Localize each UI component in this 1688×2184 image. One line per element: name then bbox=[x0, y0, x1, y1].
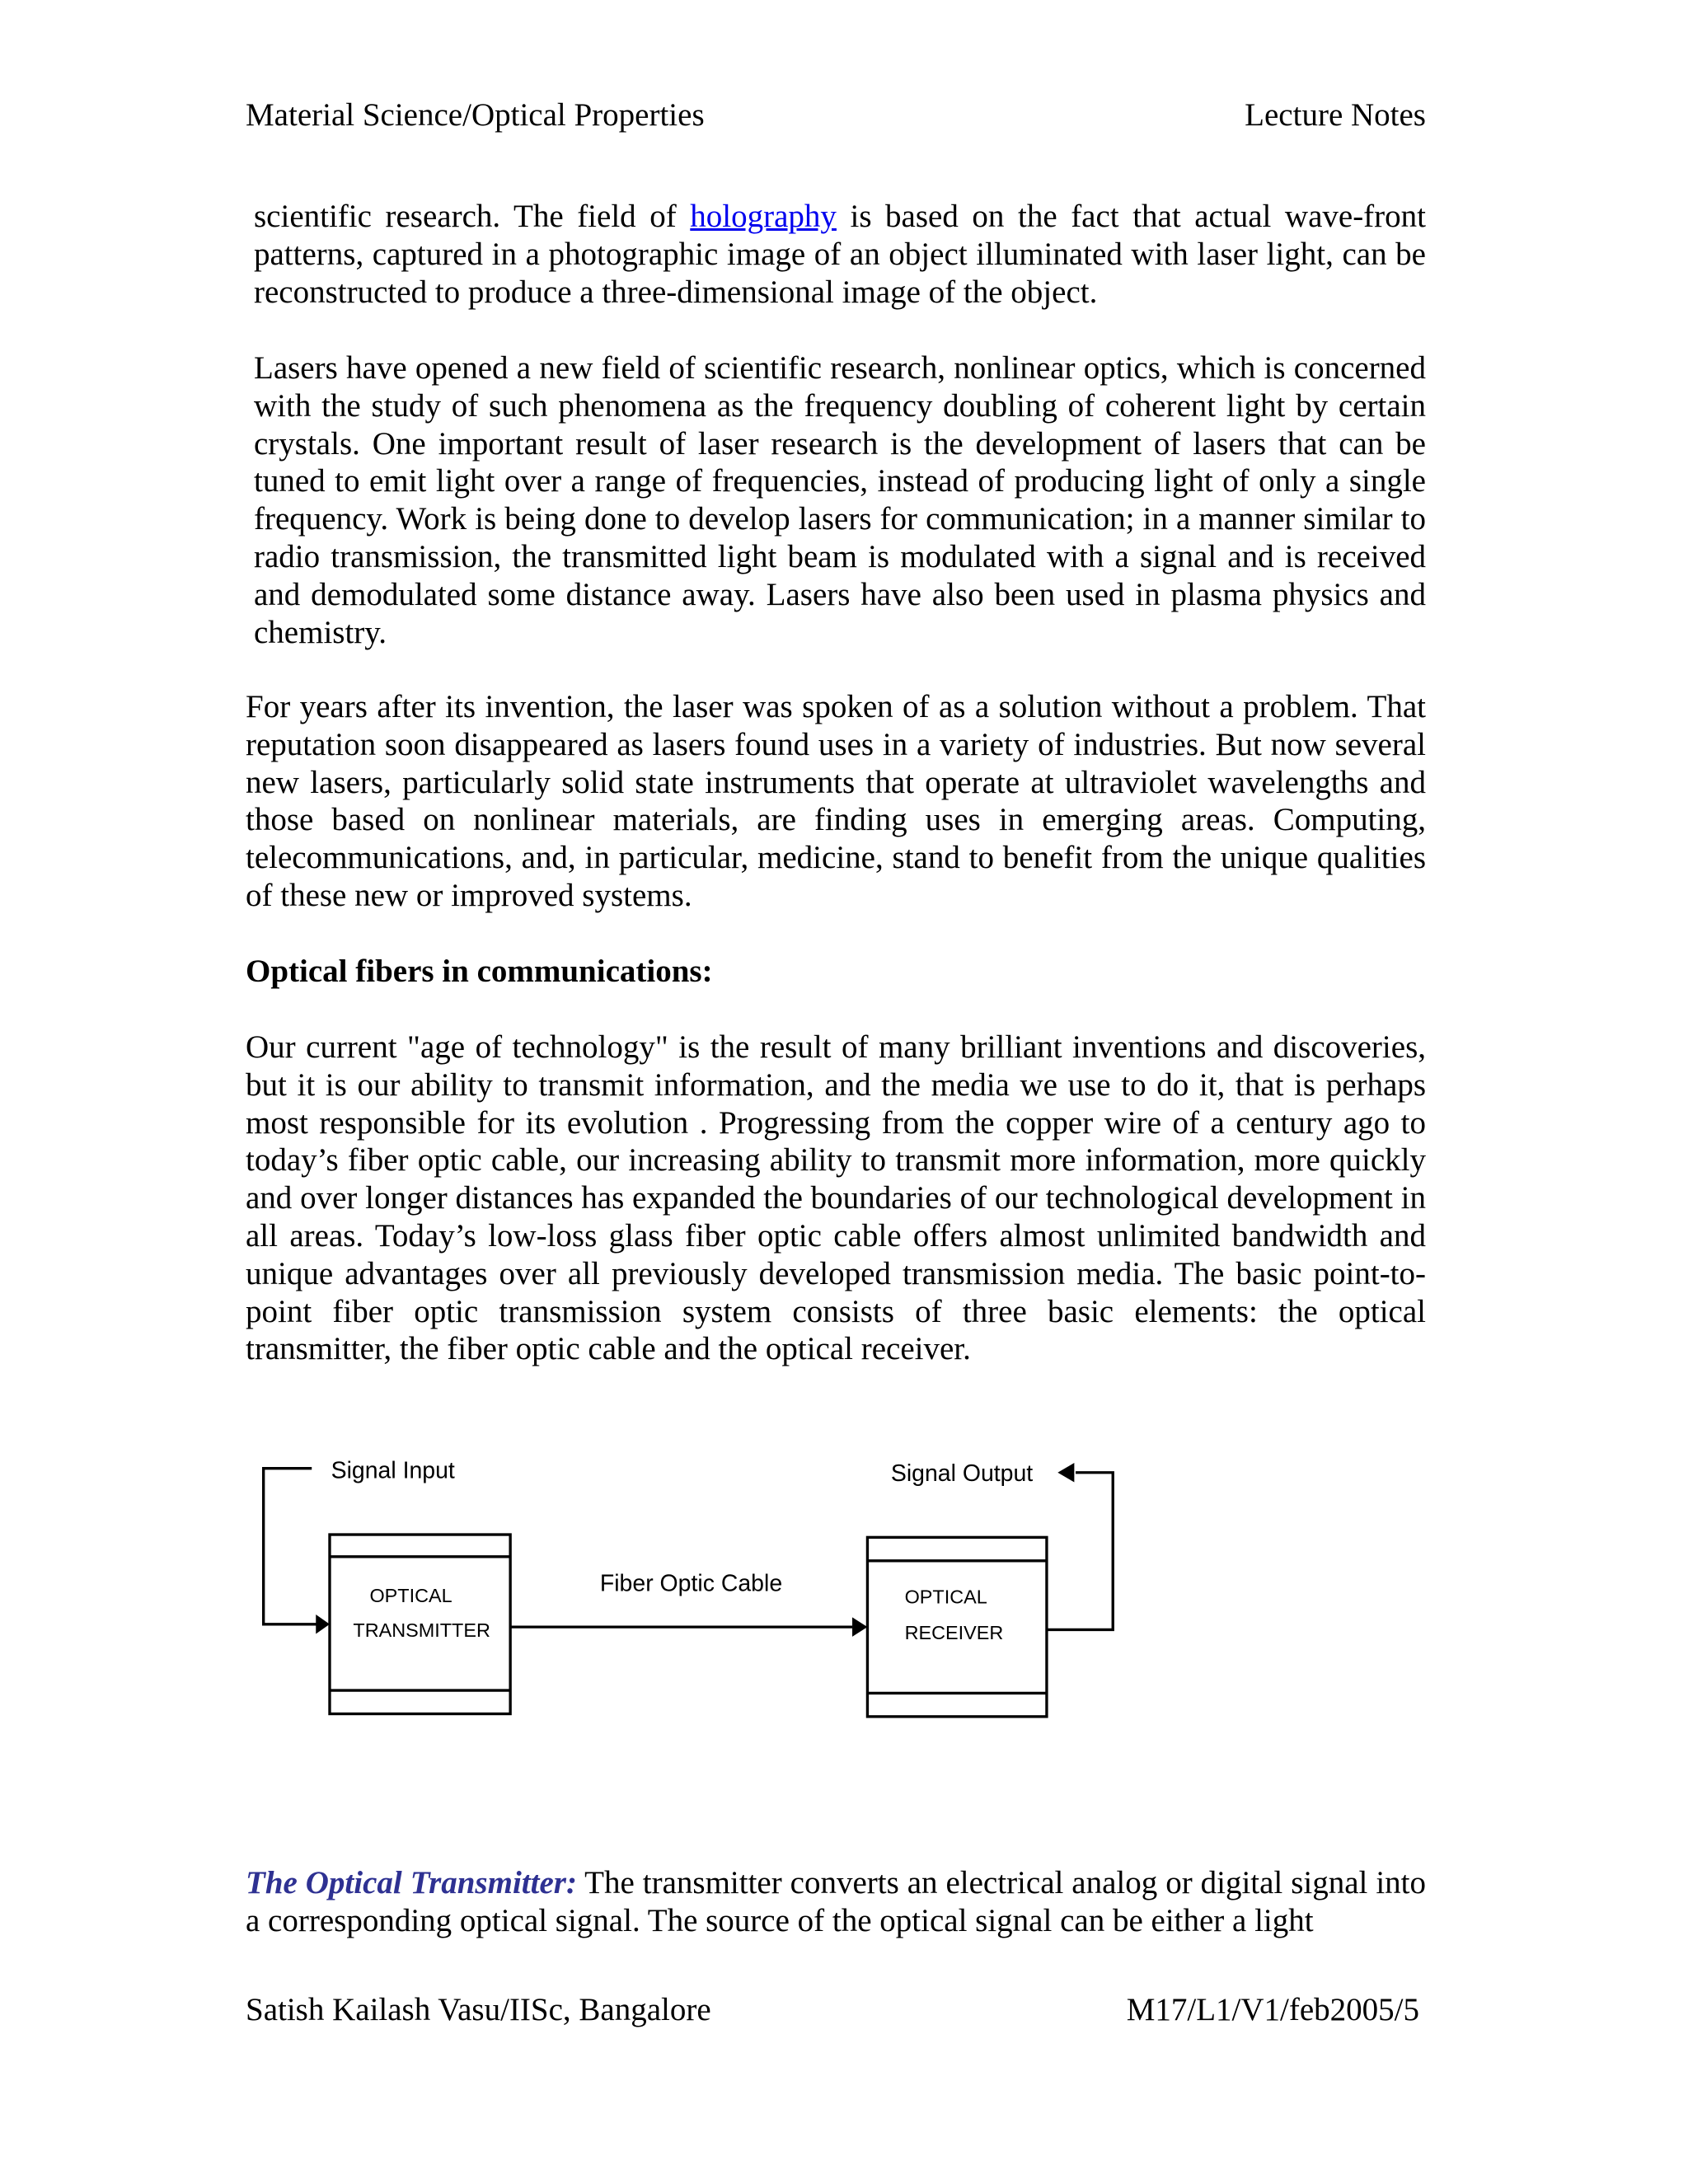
footer-left: Satish Kailash Vasu/IISc, Bangalore bbox=[246, 1992, 711, 2027]
input-arrow-icon bbox=[316, 1615, 330, 1633]
signal-output-label: Signal Output bbox=[890, 1460, 1034, 1487]
signal-output-line bbox=[1047, 1473, 1113, 1630]
header-right: Lecture Notes bbox=[1245, 97, 1426, 133]
transmitter-label-2: TRANSMITTER bbox=[353, 1619, 490, 1641]
section-heading: Optical fibers in communications: bbox=[246, 954, 713, 989]
signal-input-label: Signal Input bbox=[331, 1457, 455, 1484]
paragraph-optical-transmitter bbox=[246, 1864, 1426, 1940]
p1-text-after: is based on the fact that actual wave-front patterns, captured in a photographic image of an object illuminated with laser light, can be reconstructed to produce a three-dimensional image of the object. bbox=[254, 199, 1426, 310]
paragraph-laser-uses: For years after its invention, the laser was spoken of as a solution without a problem. That reputation soon disappeared as lasers found uses in a variety of industries. But now several new lasers, particularly solid state instruments that operate at ultraviolet wavelengths and those based on nonlinear materials, are finding uses in emerging areas. Computing, telecommunications, and, in particular, medicine, stand to benefit from the unique qualities of these new or improved systems. bbox=[246, 689, 1426, 913]
receiver-label-2: RECEIVER bbox=[904, 1622, 1004, 1644]
output-arrow-icon bbox=[1057, 1463, 1074, 1482]
header-left: Material Science/Optical Properties bbox=[246, 97, 705, 133]
cable-arrow-icon bbox=[852, 1617, 867, 1636]
transmitter-lead: The Optical Transmitter: bbox=[246, 1865, 577, 1900]
holography-link[interactable]: holography bbox=[690, 199, 837, 234]
paragraph-age-of-technology: Our current "age of technology" is the result of many brilliant inventions and discoveries, but it is our ability to transmit information, and the media we use to do it, that is perhaps most responsible for its evolution . Progressing from the copper wire of a century ago to today’s fiber optic cable, our increasing ability to transmit more information, more quickly and over longer distances has expanded the boundaries of our technological development in all areas. Today’s low-loss glass fiber optic cable offers almost unlimited bandwidth and unique advantages over all previously developed transmission media. The basic point-to-point fiber optic transmission system consists of three basic elements: the optical transmitter, the fiber optic cable and the optical receiver. bbox=[246, 1029, 1426, 1367]
fiber-cable-label: Fiber Optic Cable bbox=[599, 1570, 783, 1597]
footer-right: M17/L1/V1/feb2005/5 bbox=[1126, 1992, 1419, 2027]
paragraph-nonlinear-optics: Lasers have opened a new field of scientific research, nonlinear optics, which is concerned with the study of such phenomena as the frequency doubling of coherent light by certain crystals. One important result of laser research is the development of lasers that can be tuned to emit light over a range of frequencies, instead of producing light of only a single frequency. Work is being done to develop lasers for communication; in a manner similar to radio transmission, the transmitted light beam is modulated with a signal and is received and demodulated some distance away. Lasers have also been used in plasma physics and chemistry. bbox=[254, 350, 1426, 650]
transmitter-label-1: OPTICAL bbox=[369, 1585, 452, 1607]
receiver-label-1: OPTICAL bbox=[904, 1586, 987, 1608]
transmitter-text: The transmitter converts an electrical analog or digital signal into a corresponding optical signal. The source of the optical signal can be either a light bbox=[246, 1865, 1426, 1938]
p1-text-before: scientific research. The field of bbox=[254, 199, 691, 234]
signal-input-line bbox=[264, 1469, 317, 1624]
